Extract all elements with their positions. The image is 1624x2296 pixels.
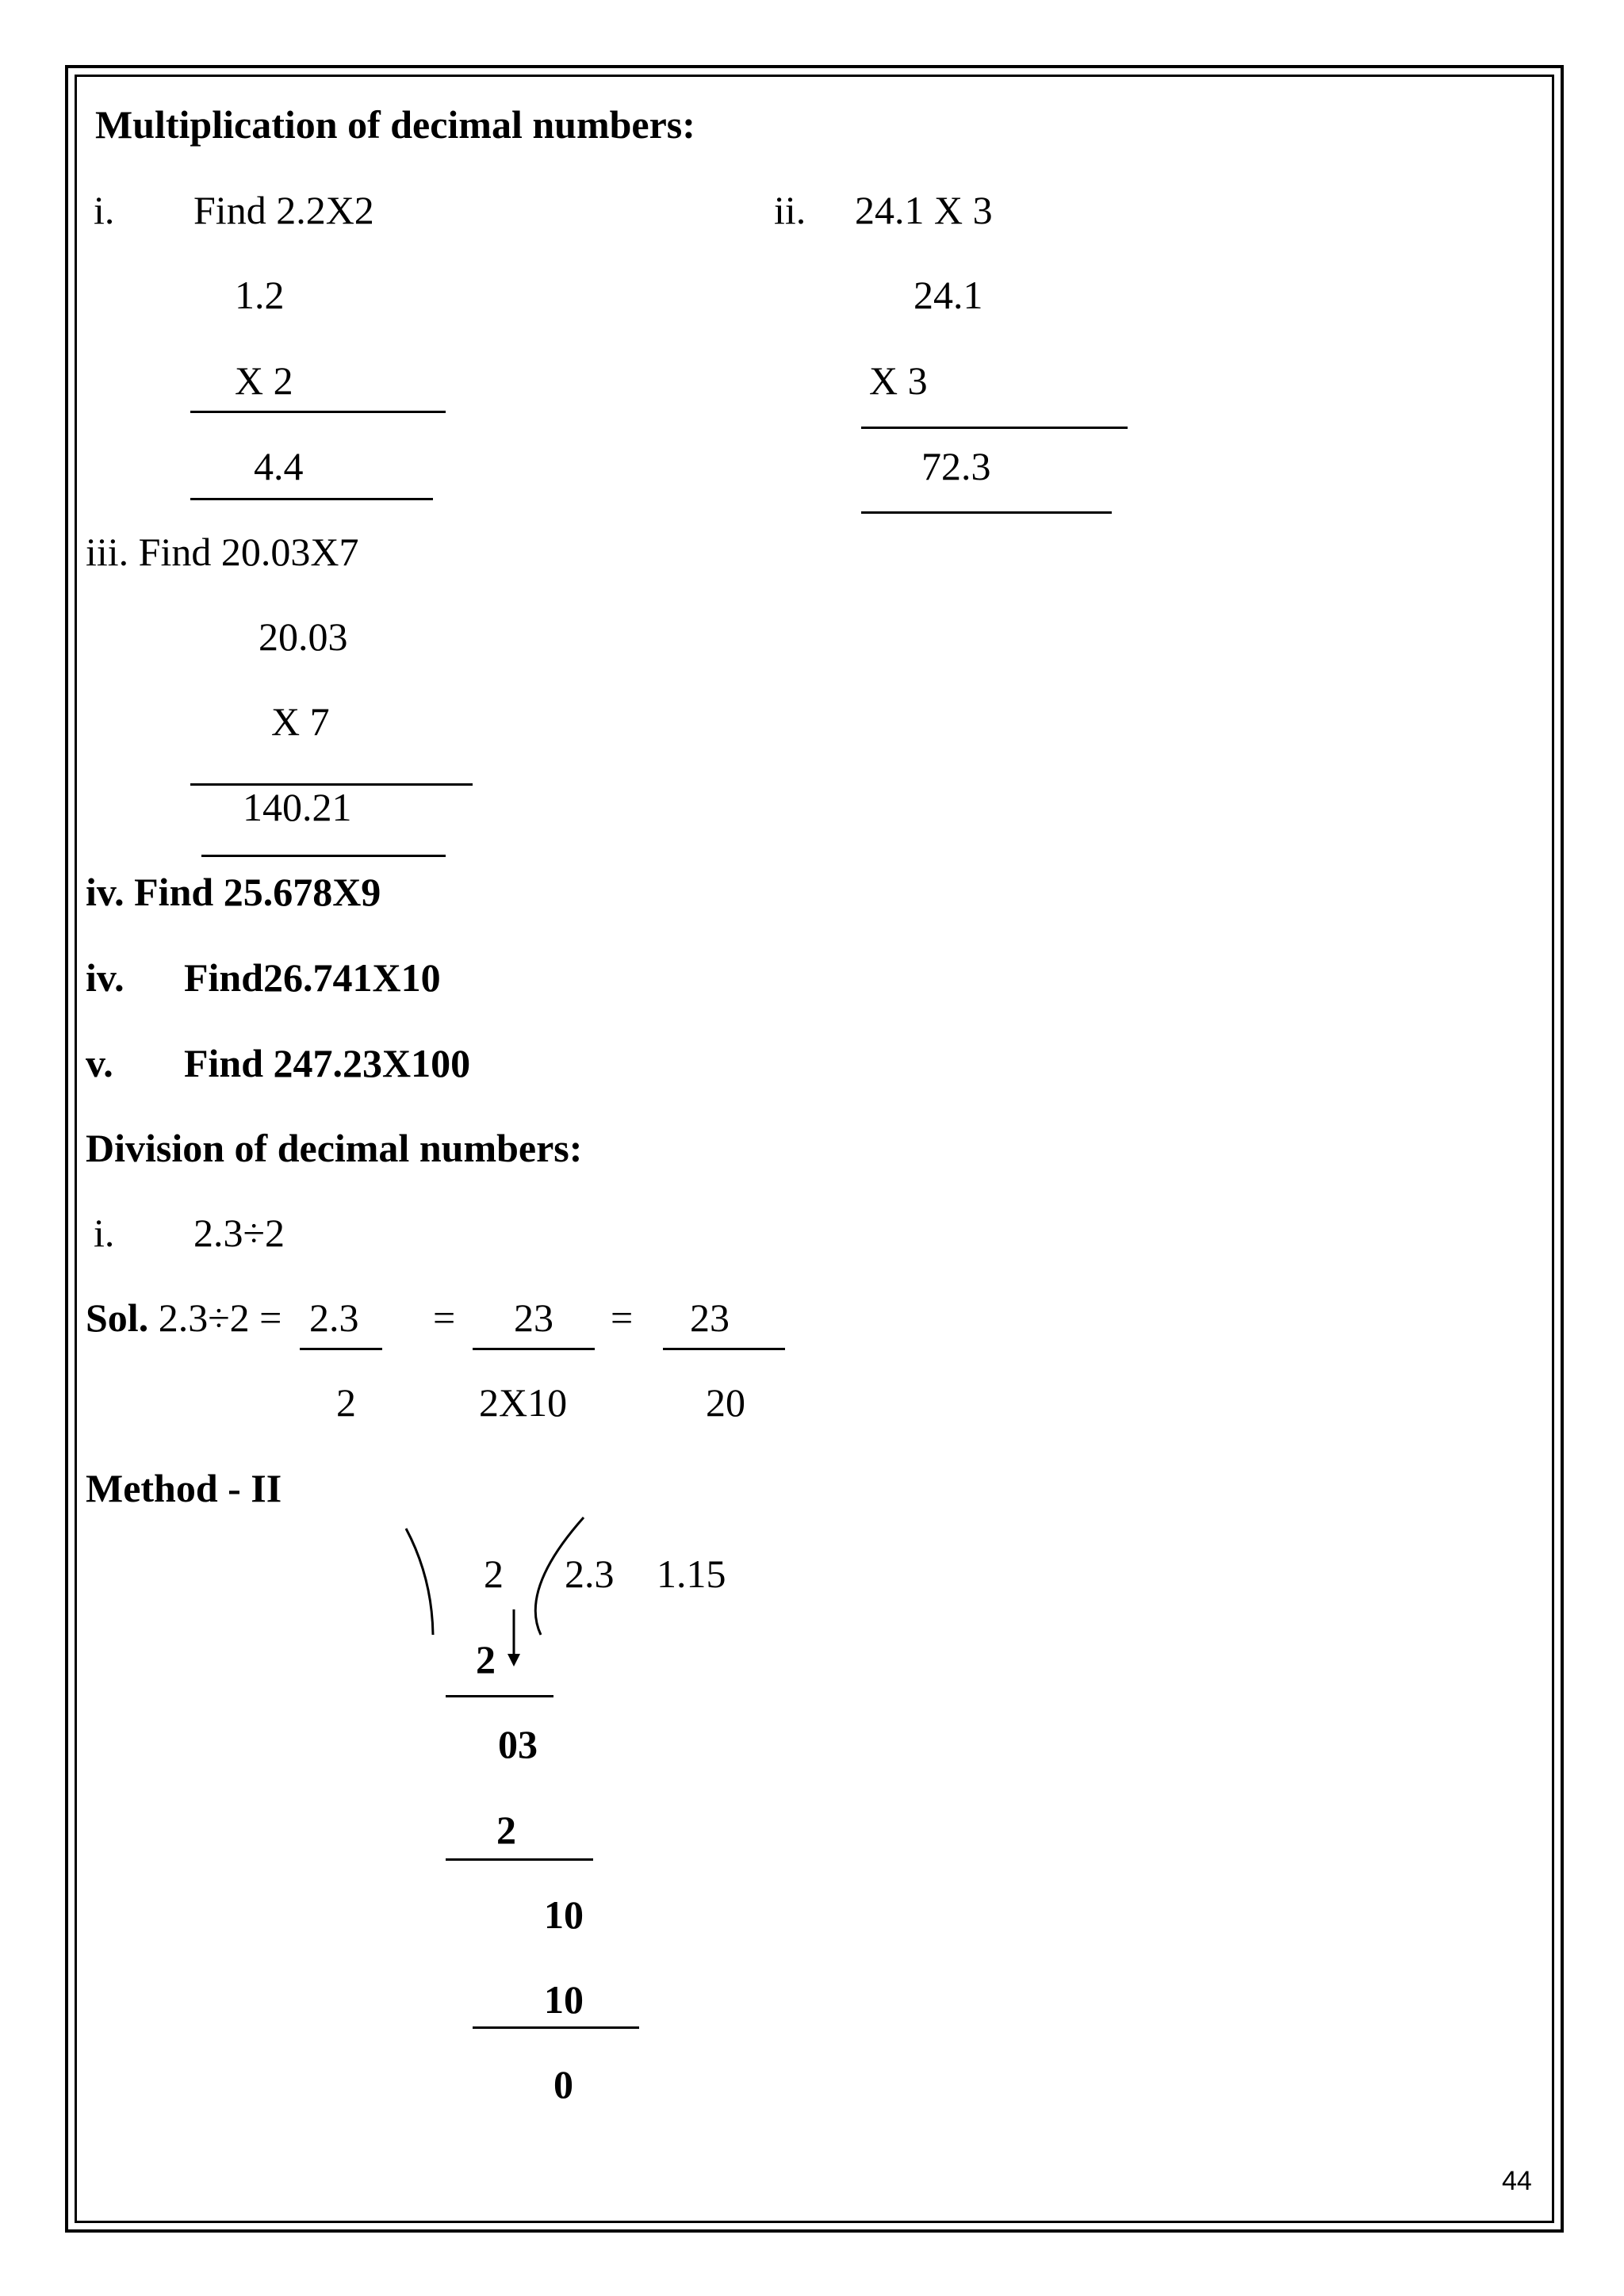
division-rule (473, 2026, 639, 2029)
fraction-1-numerator: 2.3 (309, 1295, 359, 1340)
example-1-result: 4.4 (254, 444, 304, 488)
example-3-result: 140.21 (243, 785, 352, 829)
heading-division: Division of decimal numbers: (86, 1126, 583, 1170)
division-step: 10 (544, 1977, 584, 2022)
example-2-title: 24.1 X 3 (855, 188, 993, 232)
division-rule (446, 1858, 593, 1861)
fraction-2-numerator: 23 (514, 1295, 553, 1340)
division-remainder: 0 (553, 2062, 573, 2107)
division-rule (446, 1695, 553, 1697)
example-2-multiplier: X 3 (869, 358, 928, 403)
example-2-multiplicand: 24.1 (914, 273, 983, 317)
exercise-text: Find 247.23X100 (184, 1041, 471, 1085)
divisor: 2 (484, 1552, 504, 1596)
equals-sign-2: = (611, 1295, 634, 1340)
exercise-number: iv. (86, 955, 124, 1000)
arrow-down-icon (508, 1609, 520, 1667)
fraction-1-denominator: 2 (336, 1380, 356, 1425)
division-step: 10 (544, 1892, 584, 1937)
fraction-2-denominator: 2X10 (479, 1380, 568, 1425)
example-1-multiplicand: 1.2 (235, 273, 285, 317)
heading-multiplication: Multiplication of decimal numbers: (95, 102, 695, 147)
solution-label: Sol. (86, 1295, 149, 1340)
fraction-3-numerator: 23 (690, 1295, 730, 1340)
example-3-multiplicand: 20.03 (259, 614, 348, 659)
example-1-title: Find 2.2X2 (193, 188, 374, 232)
page-number: 44 (1502, 2166, 1532, 2196)
division-step: 2 (496, 1808, 516, 1852)
example-1-multiplier: X 2 (235, 358, 293, 403)
solution-expression: 2.3÷2 = (158, 1295, 282, 1340)
exercise-number: iv. (86, 870, 135, 914)
example-3-multiplier: X 7 (271, 699, 330, 744)
division-step: 03 (498, 1722, 538, 1766)
division-step: 2 (476, 1637, 496, 1682)
example-2-result: 72.3 (921, 444, 991, 488)
quotient: 1.15 (657, 1552, 726, 1596)
division-example-number: i. (94, 1211, 115, 1255)
exercise-text: Find 25.678X9 (134, 870, 381, 914)
example-1-number: i. (94, 188, 115, 232)
example-3-title: iii. Find 20.03X7 (86, 530, 359, 574)
exercise-number: v. (86, 1041, 113, 1085)
method-label: Method - II (86, 1466, 282, 1510)
dividend: 2.3 (565, 1552, 615, 1596)
exercise-text: Find26.741X10 (184, 955, 441, 1000)
division-example-text: 2.3÷2 (193, 1211, 285, 1255)
fraction-3-denominator: 20 (706, 1380, 745, 1425)
equals-sign-1: = (433, 1295, 456, 1340)
example-2-number: ii. (774, 188, 806, 232)
